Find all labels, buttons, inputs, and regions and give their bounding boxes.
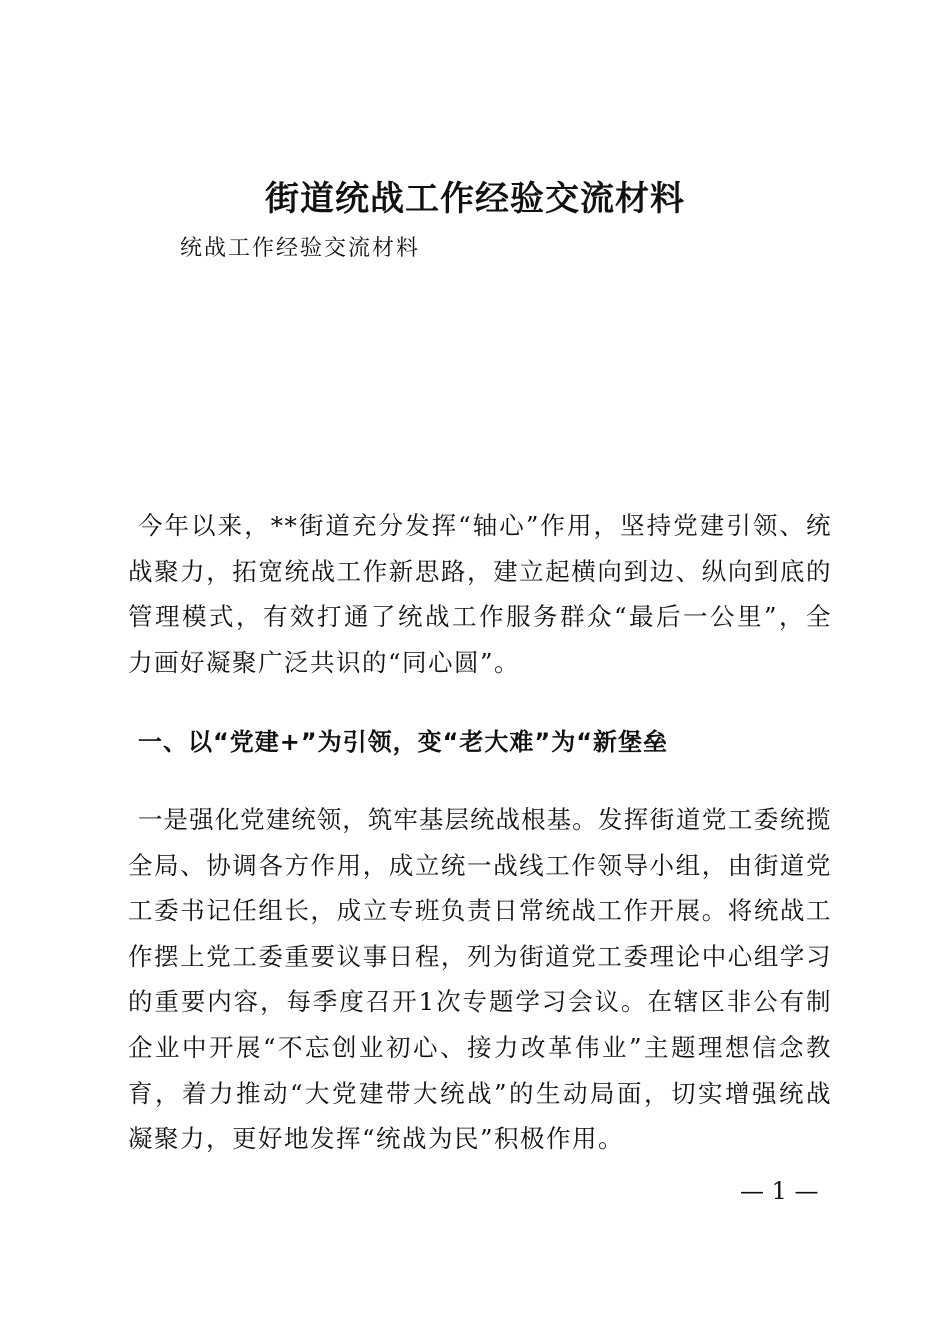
section-lead: 一是强化党建统领，筑牢基层统战根基。: [138, 805, 598, 834]
section-heading: 一、以“党建+”为引领，变“老大难”为“新堡垒: [138, 728, 668, 756]
page-number: — 1 —: [740, 1177, 819, 1205]
section-body: 发挥街道党工委统揽全局、协调各方作用，成立统一战线工作领导小组，由街道党工委书记任组长，成立专班负责日常统战工作开展。将统战工作摆上党工委重要议事日程，列为街道党工委理论中心组学习的重要内容，每季度召开1次专题学习会议。在辖区非公有制企业中开展“不忘创业初心、接力改革伟业”主题理想信念教育，着力推动“大党建带大统战”的生动局面，切实增强统战凝聚力，更好地发挥“统战为民”积极作用。: [128, 805, 833, 1154]
document-title: 街道统战工作经验交流材料: [265, 179, 685, 219]
section-paragraph: [128, 797, 832, 1162]
document-subtitle: 统战工作经验交流材料: [180, 236, 421, 261]
intro-paragraph: 今年以来，**街道充分发挥“轴心”作用，坚持党建引领、统战聚力，拓宽统战工作新思路，建立起横向到边、纵向到底的管理模式，有效打通了统战工作服务群众“最后一公里”，全力画好凝聚广泛共识的“同心圆”。: [128, 511, 832, 677]
